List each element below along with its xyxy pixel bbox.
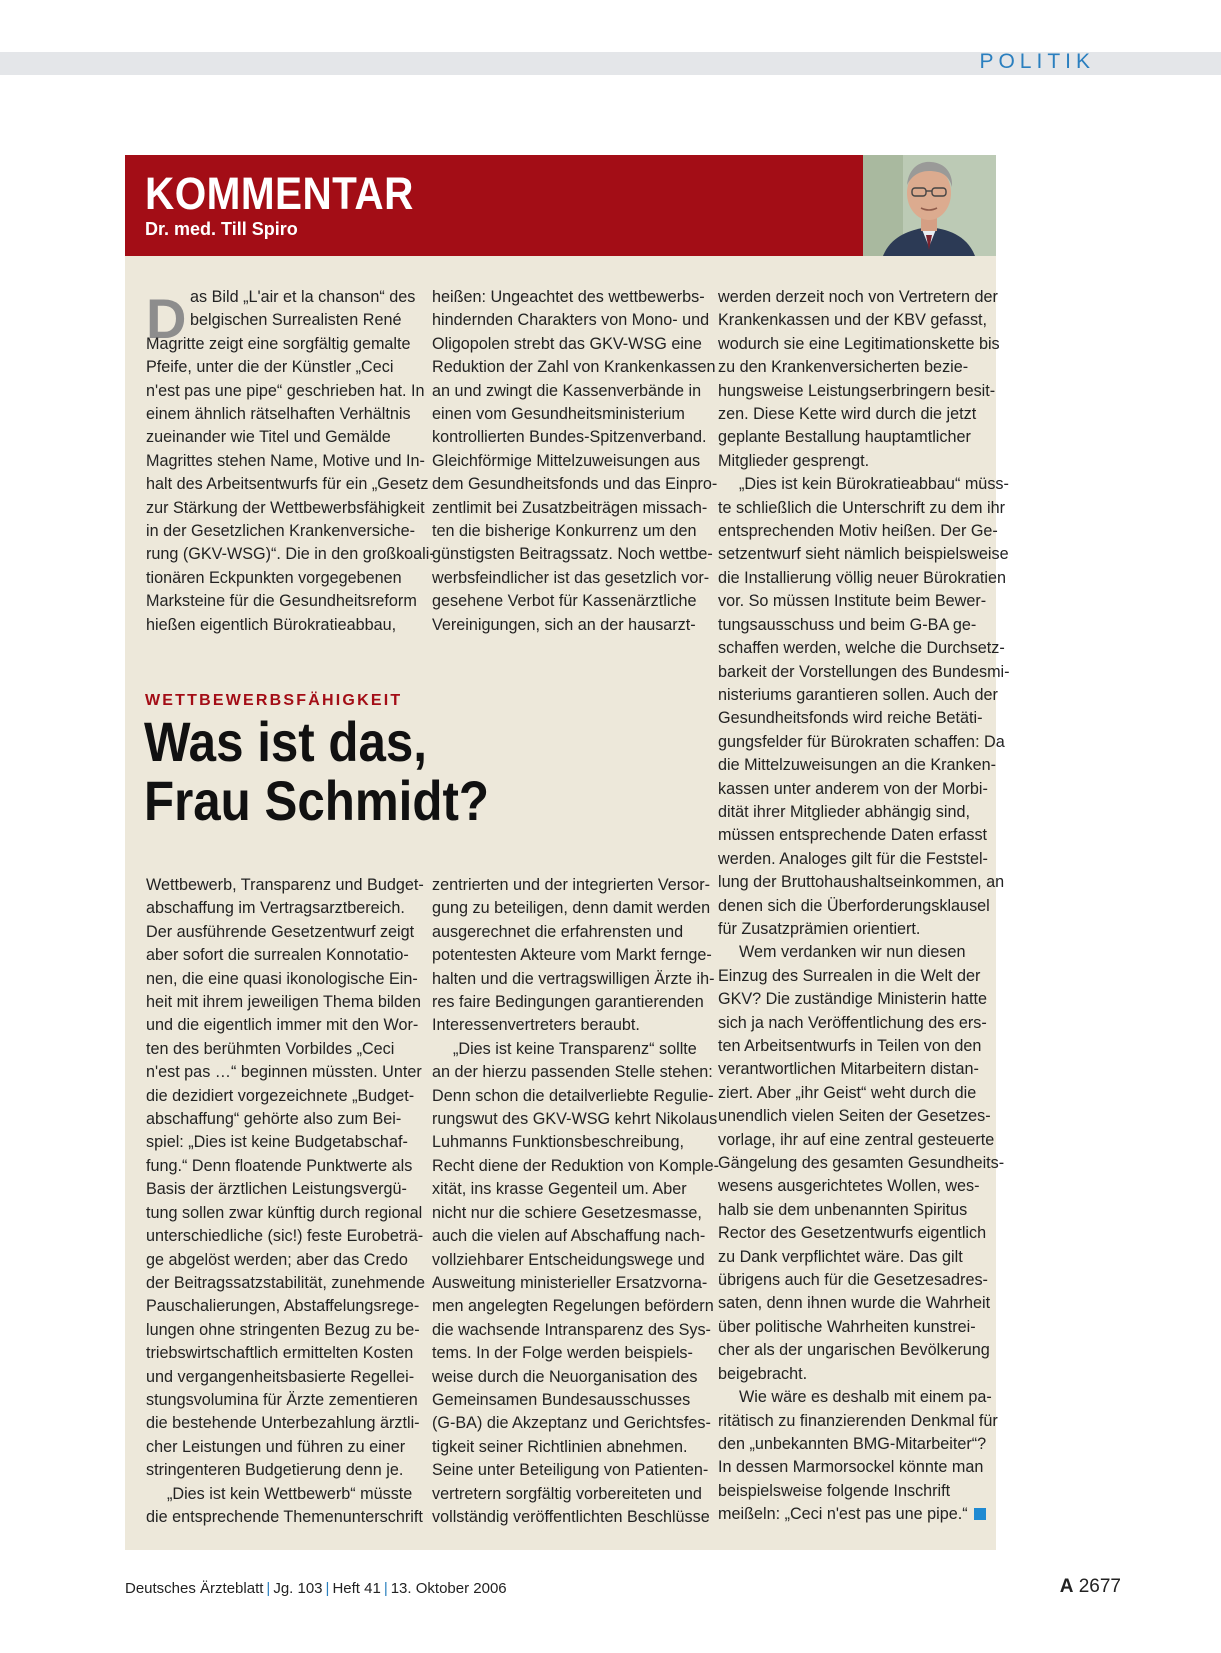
text-line: dität ihrer Mitglieder abhängig sind, (718, 802, 970, 821)
text-line: heit mit ihrem jeweiligen Thema bilden (146, 993, 422, 1012)
text-line: abschaffung“ gehörte also zum Bei- (146, 1110, 402, 1129)
text-line: res faire Bedingungen garantierenden (432, 993, 704, 1012)
text-line: meißeln: „Ceci n'est pas une pipe.“ (718, 1505, 968, 1524)
text-line: zu den Krankenversicherten bezie- (718, 358, 969, 377)
headline-line: Frau Schmidt? (144, 769, 489, 832)
kommentar-title: KOMMENTAR (145, 168, 414, 219)
text-line: hießen eigentlich Bürokratieabbau, (146, 615, 397, 634)
text-line: Wem verdanken wir nun diesen (739, 943, 966, 962)
headline-line: Was ist das, (144, 710, 428, 773)
text-line: stringenteren Budgetierung denn je. (146, 1461, 404, 1480)
page-prefix: A (1059, 1576, 1074, 1597)
text-line: Recht diene der Reduktion von Komple- (432, 1156, 720, 1175)
text-line: „Dies ist kein Wettbewerb“ müsste (167, 1484, 413, 1503)
section-label: POLITIK (979, 50, 1095, 73)
text-line: vollziehbarer Entscheidungswege und (432, 1250, 705, 1269)
text-line: Luhmanns Funktionsbeschreibung, (432, 1133, 684, 1152)
text-line: Interessenvertreters beraubt. (432, 1016, 640, 1035)
text-line: die Installierung völlig neuer Bürokratien (718, 568, 1006, 587)
text-line: as Bild „L'air et la chanson“ des (190, 288, 416, 306)
text-line: zentlimit bei Zusatzbeiträgen missach- (432, 498, 708, 517)
text-line: aber sofort die surrealen Konnotatio- (146, 946, 409, 965)
text-line: gesehene Verbot für Kassenärztliche (432, 592, 697, 611)
text-line: n'est pas …“ beginnen müssten. Unter (146, 1063, 422, 1082)
volume: Jg. 103 (273, 1580, 323, 1597)
page-number (1060, 1576, 1121, 1598)
column-1-bottom (146, 874, 425, 1529)
text-line: Marksteine für die Gesundheitsreform (146, 592, 417, 611)
text-line: hindernden Charakters von Mono- und (432, 311, 710, 330)
text-line: triebswirtschaftlich ermittelten Kosten (146, 1344, 414, 1363)
text-line: Der ausführende Gesetzentwurf zeigt (146, 922, 415, 941)
text-line: werden derzeit noch von Vertretern der (718, 288, 998, 306)
text-line: ziert. Aber „ihr Geist“ weht durch die (718, 1083, 977, 1102)
text-line: barkeit der Vorstellungen des Bundesmi- (718, 662, 1010, 681)
issue-date: 13. Oktober 2006 (390, 1580, 507, 1597)
text-line: Wettbewerb, Transparenz und Budget- (146, 876, 424, 894)
text-line: gung zu beteiligen, denn damit werden (432, 899, 711, 918)
text-line: unterschiedliche (sic!) feste Eurobeträ- (146, 1227, 424, 1246)
text-line: zur Stärkung der Wettbewerbsfähigkeit (146, 498, 425, 517)
journal-name: Deutsches Ärzteblatt (125, 1580, 264, 1597)
text-line-final (718, 1503, 980, 1526)
text-line: Magritte zeigt eine sorgfältig gemalte (146, 334, 411, 353)
column-2-bottom (432, 874, 720, 1529)
text-line: tungsausschuss und beim G-BA ge- (718, 615, 977, 634)
text-line: heißen: Ungeachtet des wettbewerbs- (432, 288, 705, 306)
text-line: lungen ohne stringenten Bezug zu be- (146, 1320, 420, 1339)
text-line: in der Gesetzlichen Krankenversiche- (146, 522, 416, 541)
author-portrait (863, 155, 996, 256)
text-line: Reduktion der Zahl von Krankenkassen (432, 358, 716, 377)
text-line: vertretern sorgfältig vorbereiteten und (432, 1484, 702, 1503)
text-line: spiel: „Dies ist keine Budgetabschaf- (146, 1133, 408, 1152)
text-line: beigebracht. (718, 1364, 808, 1383)
text-line: einen vom Gesundheitsministerium (432, 405, 685, 424)
text-line: Einzug des Surrealen in die Welt der (718, 966, 981, 985)
page-number-value: 2677 (1078, 1576, 1121, 1597)
text-line: Gängelung des gesamten Gesundheits- (718, 1154, 1005, 1173)
text-line: rung (GKV-WSG)“. Die in den großkoali- (146, 545, 435, 564)
text-line: nisteriums garantieren sollen. Auch der (718, 685, 998, 704)
text-line: Wie wäre es deshalb mit einem pa- (739, 1388, 992, 1407)
text-line: potentesten Akteure vom Markt fernge- (432, 946, 712, 965)
text-line: Gesundheitsfonds wird reiche Betäti- (718, 709, 983, 728)
text-line: ten des berühmten Vorbildes „Ceci (146, 1039, 395, 1058)
drop-cap-glyph: D (146, 296, 187, 340)
text-line: werden. Analoges gilt für die Feststel- (718, 849, 988, 868)
text-line: Mitglieder gesprengt. (718, 451, 870, 470)
article-kicker: WETTBEWERBSFÄHIGKEIT (145, 692, 403, 709)
text-line: nicht nur die schiere Gesetzesmasse, (432, 1203, 702, 1222)
text-line: günstigsten Beitragssatz. Noch wettbe- (432, 545, 713, 564)
text-line: unendlich vielen Seiten der Gesetzes- (718, 1107, 991, 1126)
text-line: werbsfeindlicher ist das gesetzlich vor- (432, 568, 710, 587)
text-line: cher Leistungen und führen zu einer (146, 1437, 406, 1456)
text-line: abschaffung im Vertragsarztbereich. (146, 899, 405, 918)
text-line: setzentwurf sieht nämlich beispielsweise (718, 545, 1009, 564)
text-line: vorlage, ihr auf eine zentral gesteuerte (718, 1130, 995, 1149)
text-line: rungswut des GKV-WSG kehrt Nikolaus (432, 1110, 718, 1129)
text-line: fung.“ Denn floatende Punktwerte als (146, 1156, 413, 1175)
text-line: die entsprechende Themenunterschrift (146, 1507, 423, 1526)
text-line: und die eigentlich immer mit den Wor- (146, 1016, 419, 1035)
text-line: und vergangenheitsbasierte Regellei- (146, 1367, 415, 1386)
text-line: Pauschalierungen, Abstaffelungsrege- (146, 1297, 420, 1316)
text-line: Magrittes stehen Name, Motive und In- (146, 451, 425, 470)
text-line: halb sie dem unbenannten Spiritus (718, 1200, 968, 1219)
text-line: ten Arbeitsentwurfs in Teilen von den (718, 1037, 982, 1055)
text-line: belgischen Surrealisten René (190, 311, 402, 330)
separator: | (383, 1580, 388, 1597)
text-line: gungsfelder für Bürokraten schaffen: Da (718, 732, 1005, 751)
text-line: übrigens auch für die Gesetzesadres- (718, 1271, 988, 1290)
portrait-image (863, 155, 996, 256)
text-line: dem Gesundheitsfonds und das Einpro- (432, 475, 718, 494)
separator: | (266, 1580, 271, 1597)
text-line: Oligopolen strebt das GKV-WSG eine (432, 334, 702, 353)
text-line: denen sich die Überforderungsklausel (718, 896, 990, 915)
text-line: weise durch die Neuorganisation des (432, 1367, 698, 1386)
text-line: an und zwingt die Kassenverbände in (432, 381, 702, 400)
author-name: Dr. med. Till Spiro (145, 219, 298, 239)
text-line: xität, ins krasse Gegenteil um. Aber (432, 1180, 687, 1199)
text-line: ritätisch zu finanzierenden Denkmal für (718, 1411, 998, 1430)
text-line: vollständig veröffentlichten Beschlüsse (432, 1507, 710, 1526)
text-line: vor. So müssen Institute beim Bewer- (718, 592, 987, 611)
text-line: Gleichförmige Mittelzuweisungen aus (432, 451, 701, 470)
text-line: nen, die eine quasi ikonologische Ein- (146, 969, 418, 988)
text-line: zentrierten und der integrierten Versor- (432, 876, 711, 894)
text-line: entsprechenden Motiv heißen. Der Ge- (718, 522, 998, 541)
text-line: verantwortlichen Mitarbeitern distan- (718, 1060, 979, 1079)
text-line: (G-BA) die Akzeptanz und Gerichtsfes- (432, 1414, 711, 1433)
text-line: Denn schon die detailverliebte Regulie- (432, 1086, 714, 1105)
text-line: kontrollierten Bundes-Spitzenverband. (432, 428, 707, 447)
text-line: Basis der ärztlichen Leistungsvergü- (146, 1180, 407, 1199)
text-line: den „unbekannten BMG-Mitarbeiter“? (718, 1434, 987, 1453)
text-line: hungsweise Leistungserbringern besit- (718, 381, 996, 400)
text-line: men angelegten Regelungen befördern (432, 1297, 714, 1316)
text-line: der Beitragssatzstabilität, zunehmende (146, 1273, 425, 1292)
text-line: kassen unter anderem von der Morbi- (718, 779, 988, 798)
text-line: wesens ausgerichtetes Wollen, wes- (718, 1177, 980, 1196)
text-line: tigkeit seiner Richtlinien abnehmen. (432, 1437, 688, 1456)
text-line: beispielsweise folgende Inschrift (718, 1481, 951, 1500)
text-line: halt des Arbeitsentwurfs für ein „Gesetz (146, 475, 429, 494)
text-line: cher als der ungarischen Bevölkerung (718, 1341, 990, 1360)
text-line: einem ähnlich rätselhaften Verhältnis (146, 405, 411, 424)
text-line: tung sollen zwar künftig durch regional (146, 1203, 423, 1222)
separator: | (325, 1580, 330, 1597)
text-line: In dessen Marmorsockel könnte man (718, 1458, 984, 1477)
text-line: schaffen werden, welche die Durchsetz- (718, 639, 1005, 658)
column-2-top (432, 286, 718, 637)
text-line: ge abgelöst werden; aber das Credo (146, 1250, 408, 1269)
text-line: tems. In der Folge werden beispiels- (432, 1344, 693, 1363)
text-line: ausgerechnet die erfahrensten und (432, 922, 684, 941)
text-line: Ausweitung ministerieller Ersatzvorna- (432, 1273, 708, 1292)
text-line: „Dies ist keine Transparenz“ sollte (453, 1039, 697, 1058)
text-line: Gemeinsamen Bundesausschusses (432, 1390, 691, 1409)
page-footer (125, 1580, 507, 1597)
text-line: lung der Bruttohaushaltseinkommen, an (718, 873, 1005, 892)
text-line: wodurch sie eine Legitimationskette bis (718, 334, 1000, 353)
text-line: „Dies ist kein Bürokratieabbau“ müss- (739, 475, 1009, 494)
issue: Heft 41 (332, 1580, 381, 1597)
column-3 (718, 286, 1010, 1527)
text-line: GKV? Die zuständige Ministerin hatte (718, 990, 988, 1009)
text-line: sich ja nach Veröffentlichung des ers- (718, 1013, 987, 1032)
text-line: Rector des Gesetzentwurfs eigentlich (718, 1224, 987, 1243)
text-line: halten und die vertragswilligen Ärzte ih- (432, 969, 715, 988)
text-line: auch die vielen auf Abschaffung nach- (432, 1227, 706, 1246)
text-line: die wachsende Intransparenz des Sys- (432, 1320, 711, 1339)
text-line: die dezidiert vorgezeichnete „Budget- (146, 1086, 415, 1105)
text-line: saten, denn ihnen wurde die Wahrheit (718, 1294, 991, 1313)
text-line: über politische Wahrheiten kunstrei- (718, 1317, 976, 1336)
text-line: zen. Diese Kette wird durch die jetzt (718, 405, 977, 424)
text-line: Pfeife, unter die der Künstler „Ceci (146, 358, 394, 377)
text-line: geplante Bestallung hauptamtlicher (718, 428, 971, 447)
text-line: die bestehende Unterbezahlung ärztli- (146, 1414, 420, 1433)
article-headline (144, 712, 489, 830)
text-line: n'est pas une pipe“ geschrieben hat. In (146, 381, 425, 400)
text-line: zueinander wie Titel und Gemälde (146, 428, 391, 447)
text-line: müssen entsprechende Daten erfasst (718, 826, 988, 845)
text-line: te schließlich die Unterschrift zu dem ihr (718, 498, 1005, 517)
text-line: stungsvolumina für Ärzte zementieren (146, 1390, 418, 1409)
text-line: die Mittelzuweisungen an die Kranken- (718, 756, 997, 775)
text-line: Krankenkassen und der KBV gefasst, (718, 311, 988, 330)
column-1-top (146, 286, 435, 637)
end-square-icon (974, 1508, 986, 1520)
text-line: an der hierzu passenden Stelle stehen: (432, 1063, 713, 1082)
text-line: Vereinigungen, sich an der hausarzt- (432, 615, 696, 634)
text-line: ten die bisherige Konkurrenz um den (432, 522, 697, 541)
text-line: zu Dank verpflichtet wäre. Das gilt (718, 1247, 963, 1266)
text-line: tionären Eckpunkten vorgegebenen (146, 568, 402, 587)
text-line: für Zusatzprämien orientiert. (718, 919, 921, 938)
text-line: Seine unter Beteiligung von Patienten- (432, 1461, 709, 1480)
